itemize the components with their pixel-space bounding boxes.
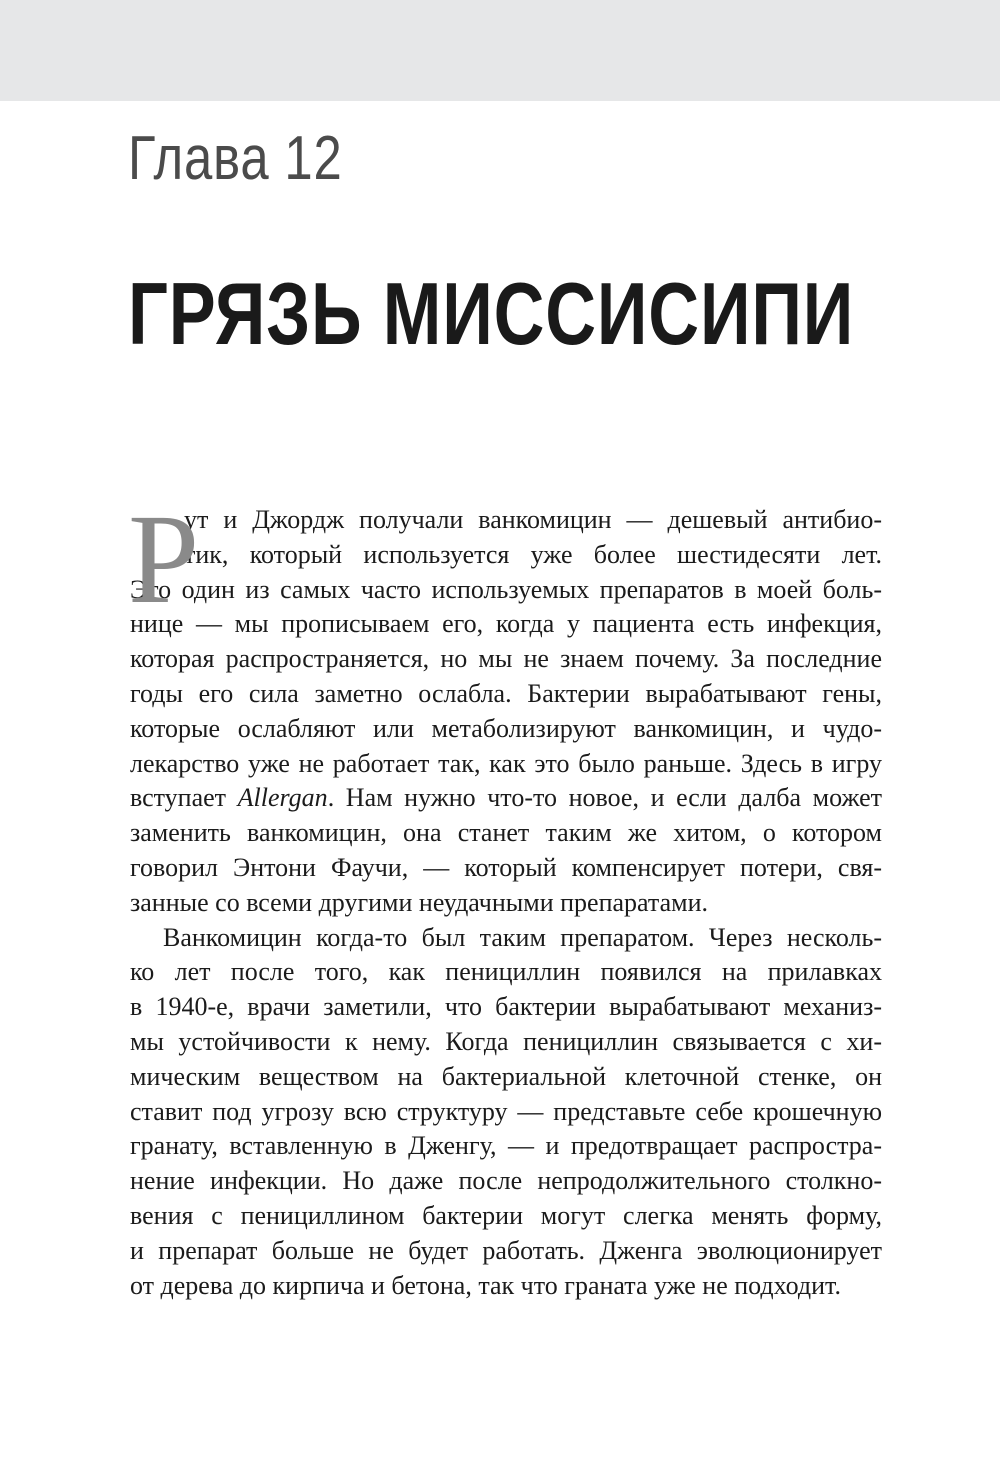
chapter-title: ГРЯЗЬ МИССИСИПИ xyxy=(128,264,855,363)
text-line: ко лет после того, как пенициллин появился на прилавках xyxy=(130,957,882,987)
text-line: говорил Энтони Фаучи, — который компенсирует потери, свя- xyxy=(130,852,882,882)
drop-cap: Р xyxy=(128,488,200,630)
text-line: которая распространяется, но мы не знаем почему. За последние xyxy=(130,644,882,674)
text-line: ставит под угрозу всю структуру — представьте себе крошечную xyxy=(130,1096,882,1126)
company-name: Allergan xyxy=(237,783,328,813)
text-line: и препарат больше не будет работать. Дженга эволюционирует xyxy=(130,1235,882,1265)
body-text xyxy=(128,488,882,1303)
text-fragment: . Нам нужно что-то новое, и если далба может xyxy=(327,783,882,813)
text-line: гранату, вставленную в Дженгу, — и предотвращает распростра- xyxy=(130,1131,882,1161)
text-line: Это один из самых часто используемых препаратов в моей боль- xyxy=(130,574,882,604)
text-line: тик, который используется уже более шестидесяти лет. xyxy=(184,539,882,569)
text-line: от дерева до кирпича и бетона, так что граната уже не подходит. xyxy=(130,1270,841,1300)
paragraph-2 xyxy=(130,921,882,1304)
text-line: занные со всеми другими неудачными препаратами. xyxy=(130,887,708,917)
text-line: в 1940-е, врачи заметили, что бактерии вырабатывают механиз- xyxy=(130,992,882,1022)
text-line: нение инфекции. Но даже после непродолжительного столкно- xyxy=(130,1166,882,1196)
paragraph-1 xyxy=(130,503,882,921)
text-line: Ванкомицин когда-то был таким препаратом. Через несколь- xyxy=(163,922,882,952)
text-line: вения с пенициллином бактерии могут слегка менять форму, xyxy=(130,1200,882,1230)
text-fragment: вступает xyxy=(130,783,238,813)
text-line: годы его сила заметно ослабла. Бактерии вырабатывают гены, xyxy=(130,678,882,708)
chapter-label: Глава 12 xyxy=(128,124,343,193)
header-band xyxy=(0,0,1000,101)
text-line: заменить ванкомицин, она станет таким же хитом, о котором xyxy=(130,818,882,848)
text-line: ут и Джордж получали ванкомицин — дешевый антибио- xyxy=(184,505,882,534)
text-line: лекарство уже не работает так, как это было раньше. Здесь в игру xyxy=(130,748,882,778)
text-line: которые ослабляют или метаболизируют ванкомицин, и чудо- xyxy=(130,713,882,743)
text-line: мы устойчивости к нему. Когда пенициллин связывается с хи- xyxy=(130,1026,882,1056)
text-line: мическим веществом на бактериальной клеточной стенке, он xyxy=(130,1061,882,1091)
text-line xyxy=(130,781,882,816)
text-line: нице — мы прописываем его, когда у пациента есть инфекция, xyxy=(130,609,882,639)
